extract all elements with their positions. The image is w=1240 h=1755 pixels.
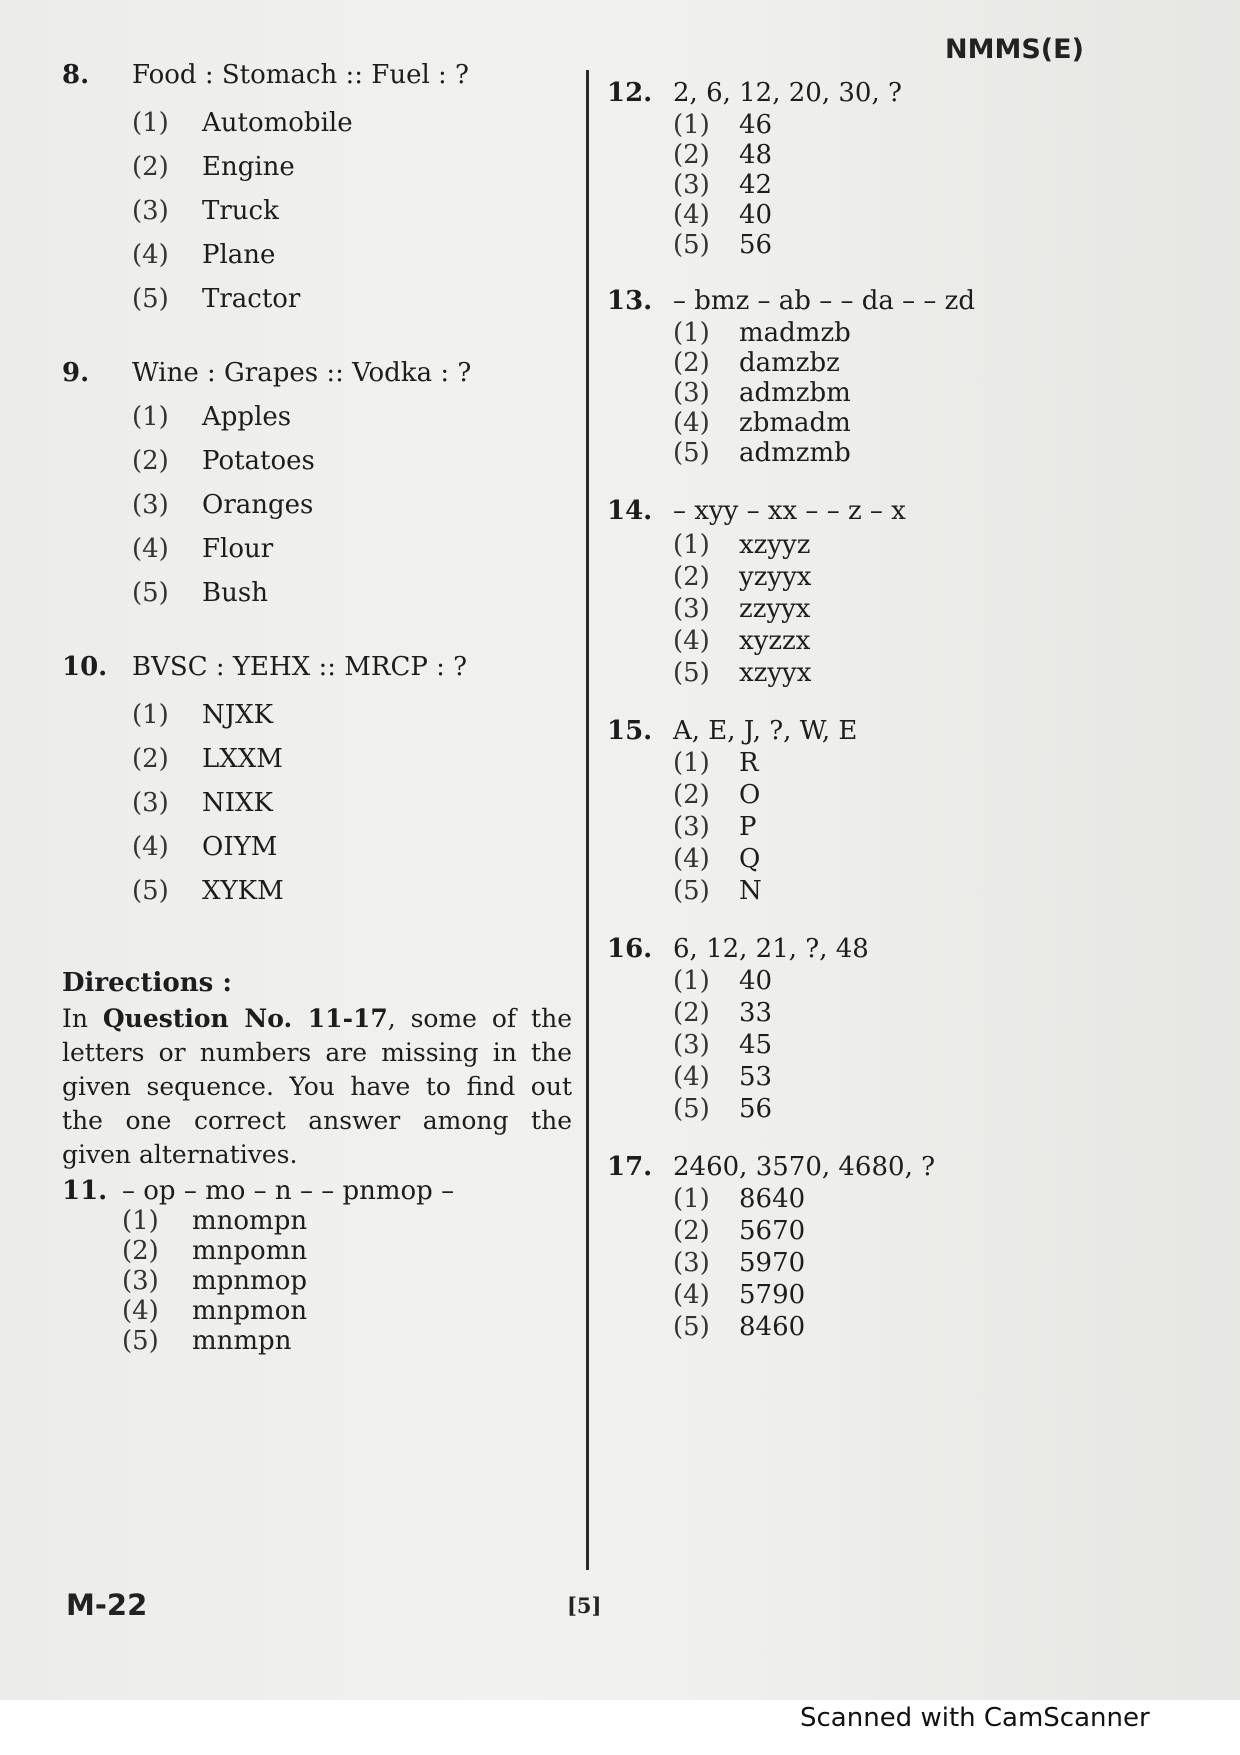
option [607, 966, 1127, 996]
question-8-stem [62, 60, 572, 90]
option-text: 40 [739, 200, 773, 230]
option-text: 40 [739, 966, 773, 996]
question-text: BVSC : YEHX :: MRCP : ? [132, 652, 468, 682]
option [607, 348, 1127, 378]
question-number: 12. [607, 78, 653, 108]
option-number: (4) [132, 534, 169, 564]
directions-text [62, 1002, 572, 1172]
option-text: mnmpn [192, 1326, 292, 1356]
option [62, 534, 572, 564]
option [607, 318, 1127, 348]
option [62, 152, 572, 182]
option-text: mnpomn [192, 1236, 308, 1266]
question-13-stem [607, 286, 1127, 316]
directions-title: Directions : [62, 968, 232, 998]
option-text: OIYM [202, 832, 278, 862]
option-text: 46 [739, 110, 773, 140]
question-text: Food : Stomach :: Fuel : ? [132, 60, 469, 90]
option-number: (5) [132, 876, 169, 906]
option-number: (3) [132, 490, 169, 520]
question-number: 16. [607, 934, 653, 964]
option [607, 200, 1127, 230]
directions-text-post: , some of the letters or numbers are missing in the given sequence. You have to find out the one correct answer among the given alternatives. [62, 1004, 572, 1169]
question-text: 6, 12, 21, ?, 48 [673, 934, 869, 964]
option-text: P [739, 812, 757, 842]
option-text: 8460 [739, 1312, 806, 1342]
option-number: (1) [673, 1184, 710, 1214]
option [607, 1280, 1127, 1310]
question-text: 2, 6, 12, 20, 30, ? [673, 78, 902, 108]
question-10 [62, 652, 572, 906]
option-number: (5) [673, 876, 710, 906]
exam-code-footer: M-22 [66, 1588, 148, 1622]
option [607, 876, 1127, 906]
option-number: (2) [673, 780, 710, 810]
option-number: (5) [132, 578, 169, 608]
directions-text-pre: In [62, 1004, 103, 1033]
option-number: (4) [673, 200, 710, 230]
question-number: 14. [607, 496, 653, 526]
option-text: zzyyx [739, 594, 811, 624]
question-10-stem [62, 652, 572, 682]
option [62, 446, 572, 476]
question-number: 11. [62, 1176, 108, 1206]
option-number: (2) [673, 348, 710, 378]
option [607, 626, 1127, 656]
option [62, 832, 572, 862]
option-text: 5670 [739, 1216, 806, 1246]
option-number: (2) [122, 1236, 159, 1266]
option [607, 562, 1127, 592]
option-text: 53 [739, 1062, 773, 1092]
option-number: (4) [673, 1062, 710, 1092]
question-16-stem [607, 934, 1127, 964]
option-number: (1) [673, 318, 710, 348]
option [607, 110, 1127, 140]
option-text: 48 [739, 140, 773, 170]
question-number: 9. [62, 358, 90, 388]
option-text: mnpmon [192, 1296, 308, 1326]
question-17 [607, 1152, 1127, 1342]
option-number: (3) [673, 594, 710, 624]
option-text: yzyyx [739, 562, 812, 592]
question-text: – op – mo – n – – pnmop – [122, 1176, 455, 1206]
option [62, 196, 572, 226]
option-number: (3) [673, 812, 710, 842]
option [62, 108, 572, 138]
option-number: (4) [673, 626, 710, 656]
option [62, 1296, 572, 1326]
option-text: 5970 [739, 1248, 806, 1278]
option-number: (1) [673, 748, 710, 778]
question-17-stem [607, 1152, 1127, 1182]
option [607, 658, 1127, 688]
option [607, 780, 1127, 810]
option-number: (1) [132, 402, 169, 432]
option [607, 1248, 1127, 1278]
option-text: O [739, 780, 761, 810]
option-number: (5) [673, 1094, 710, 1124]
option [607, 1312, 1127, 1342]
option-text: admzmb [739, 438, 851, 468]
question-text: – bmz – ab – – da – – zd [673, 286, 976, 316]
question-number: 8. [62, 60, 90, 90]
option-text: mpnmop [192, 1266, 307, 1296]
directions-question-range: Question No. 11-17 [102, 1004, 388, 1033]
option-text: zbmadm [739, 408, 851, 438]
option [607, 230, 1127, 260]
option-text: xyzzx [739, 626, 811, 656]
option-text: 33 [739, 998, 773, 1028]
option [607, 748, 1127, 778]
option-text: 42 [739, 170, 773, 200]
option-number: (5) [122, 1326, 159, 1356]
question-number: 10. [62, 652, 108, 682]
option-number: (2) [673, 998, 710, 1028]
option [62, 700, 572, 730]
option [62, 402, 572, 432]
option-number: (2) [673, 562, 710, 592]
option [62, 1326, 572, 1356]
option [62, 876, 572, 906]
option-text: 8640 [739, 1184, 806, 1214]
option [607, 594, 1127, 624]
option-text: 5790 [739, 1280, 806, 1310]
option-number: (1) [673, 966, 710, 996]
option-number: (3) [673, 1248, 710, 1278]
option-number: (5) [673, 658, 710, 688]
option-text: admzbm [739, 378, 851, 408]
option-text: Flour [202, 534, 274, 564]
option-text: 56 [739, 230, 773, 260]
option-text: mnompn [192, 1206, 308, 1236]
option [607, 408, 1127, 438]
option-number: (4) [122, 1296, 159, 1326]
option-number: (4) [673, 844, 710, 874]
question-text: 2460, 3570, 4680, ? [673, 1152, 936, 1182]
option-text: NJXK [202, 700, 274, 730]
option [62, 1236, 572, 1266]
option-text: XYKM [202, 876, 284, 906]
option-text: madmzb [739, 318, 851, 348]
question-12-stem [607, 78, 1127, 108]
option [607, 844, 1127, 874]
option-number: (1) [673, 530, 710, 560]
question-number: 13. [607, 286, 653, 316]
question-8 [62, 60, 572, 314]
option-number: (2) [673, 140, 710, 170]
option-text: Truck [202, 196, 279, 226]
option-text: Apples [202, 402, 292, 432]
question-12 [607, 78, 1127, 260]
option-text: xzyyz [739, 530, 811, 560]
option [607, 1216, 1127, 1246]
option-number: (3) [673, 1030, 710, 1060]
option [62, 1206, 572, 1236]
option [62, 788, 572, 818]
option [607, 1094, 1127, 1124]
page-number: [5] [567, 1593, 602, 1618]
option-number: (4) [673, 408, 710, 438]
option-number: (1) [673, 110, 710, 140]
option-number: (1) [132, 108, 169, 138]
option [607, 1062, 1127, 1092]
question-9-stem [62, 358, 572, 388]
option [62, 490, 572, 520]
option-text: NIXK [202, 788, 273, 818]
option-number: (3) [122, 1266, 159, 1296]
exam-code-header: NMMS(E) [945, 34, 1084, 65]
option-number: (3) [673, 378, 710, 408]
option-number: (3) [132, 196, 169, 226]
option-number: (2) [132, 152, 169, 182]
option-text: N [739, 876, 762, 906]
option [62, 240, 572, 270]
option [607, 1030, 1127, 1060]
question-text: – xyy – xx – – z – x [673, 496, 906, 526]
option-number: (4) [673, 1280, 710, 1310]
option-text: Bush [202, 578, 268, 608]
option-text: 45 [739, 1030, 773, 1060]
question-11-stem [62, 1176, 572, 1206]
option-text: LXXM [202, 744, 283, 774]
question-text: A, E, J, ?, W, E [673, 716, 858, 746]
option-text: Engine [202, 152, 295, 182]
left-column [62, 60, 572, 1356]
option [607, 140, 1127, 170]
option-number: (5) [673, 230, 710, 260]
column-divider [586, 70, 589, 1570]
question-15 [607, 716, 1127, 906]
question-15-stem [607, 716, 1127, 746]
option-number: (4) [132, 832, 169, 862]
option-number: (1) [122, 1206, 159, 1236]
option-number: (3) [673, 170, 710, 200]
option-number: (5) [132, 284, 169, 314]
directions-block [62, 968, 572, 1172]
option-number: (2) [132, 446, 169, 476]
option-text: R [739, 748, 759, 778]
option [607, 1184, 1127, 1214]
option [62, 284, 572, 314]
question-text: Wine : Grapes :: Vodka : ? [132, 358, 472, 388]
question-14 [607, 496, 1127, 688]
question-9 [62, 358, 572, 608]
question-number: 15. [607, 716, 653, 746]
right-column [607, 78, 1127, 1342]
option-text: Automobile [202, 108, 353, 138]
option-number: (3) [132, 788, 169, 818]
option-number: (2) [673, 1216, 710, 1246]
option-number: (1) [132, 700, 169, 730]
option-text: Oranges [202, 490, 314, 520]
option-text: damzbz [739, 348, 840, 378]
option-text: 56 [739, 1094, 773, 1124]
option-number: (4) [132, 240, 169, 270]
question-number: 17. [607, 1152, 653, 1182]
option [607, 998, 1127, 1028]
option [607, 170, 1127, 200]
option-text: Q [739, 844, 761, 874]
option-number: (2) [132, 744, 169, 774]
question-11 [62, 1176, 572, 1356]
option-number: (5) [673, 1312, 710, 1342]
option-text: Tractor [202, 284, 301, 314]
option-text: Potatoes [202, 446, 315, 476]
option-text: Plane [202, 240, 276, 270]
question-16 [607, 934, 1127, 1124]
question-14-stem [607, 496, 1127, 526]
option [607, 530, 1127, 560]
option-text: xzyyx [739, 658, 812, 688]
option [62, 744, 572, 774]
scanner-watermark: Scanned with CamScanner [800, 1703, 1150, 1733]
option [607, 438, 1127, 468]
option [607, 812, 1127, 842]
option-number: (5) [673, 438, 710, 468]
question-13 [607, 286, 1127, 468]
option [62, 1266, 572, 1296]
option [607, 378, 1127, 408]
option [62, 578, 572, 608]
